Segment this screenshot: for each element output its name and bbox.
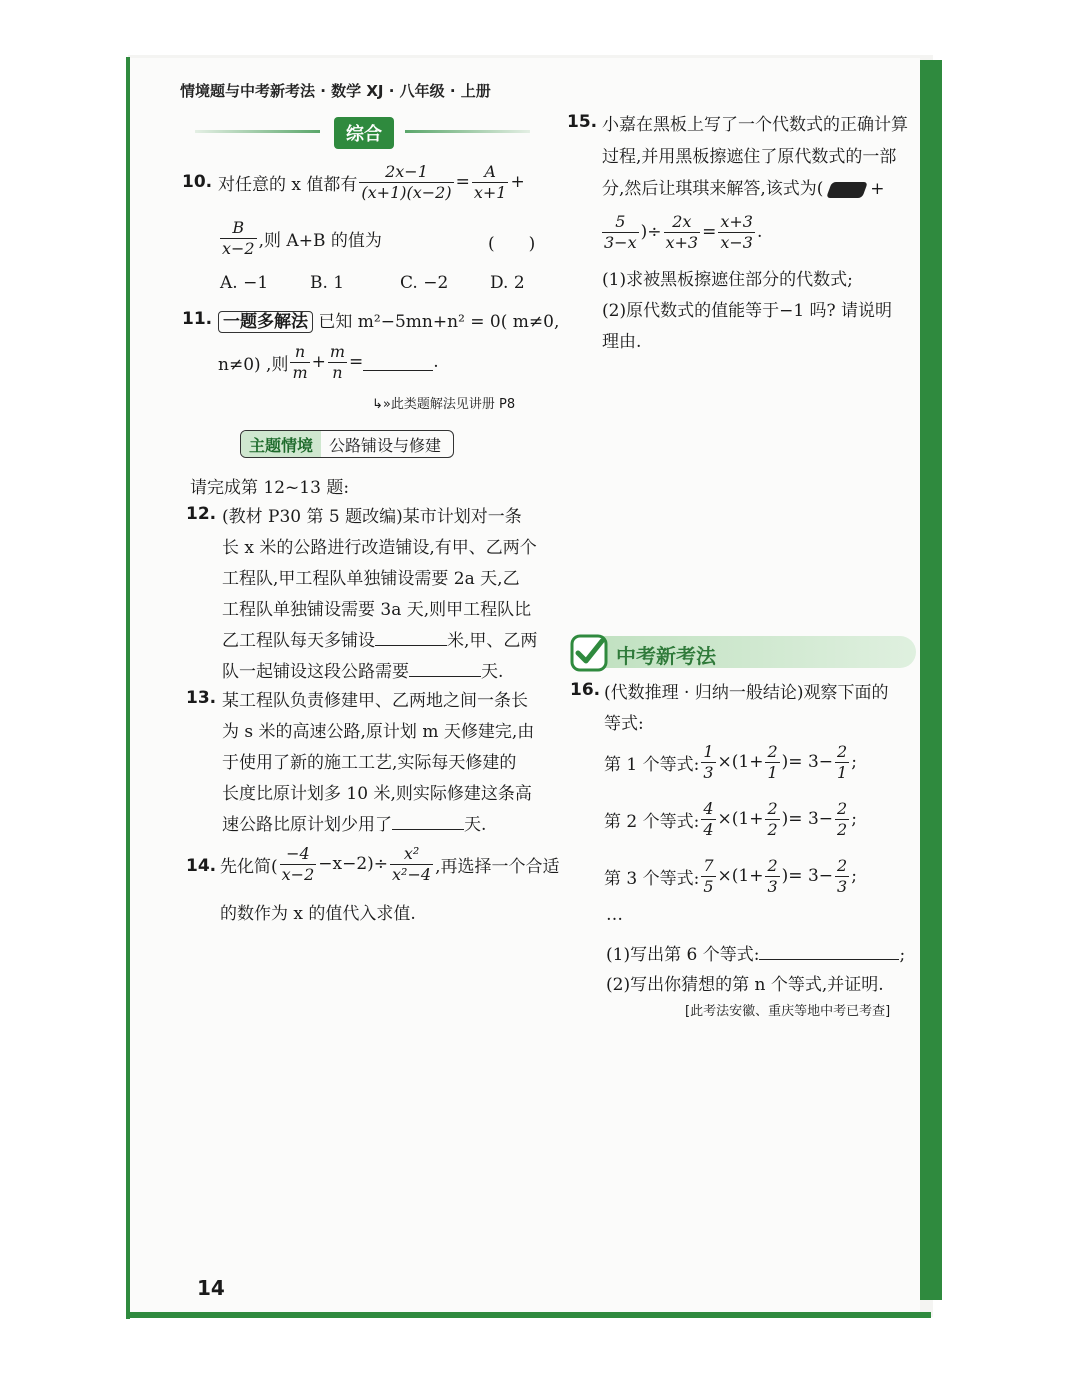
question-number: 14. [186,856,217,876]
option: B. 1 [310,273,345,293]
q15-sub2: (2)原代数式的值能等于−1 吗? 请说明 [602,301,893,321]
period: . [433,352,439,372]
fraction: $\frac{2}{1}$ [767,741,778,782]
q16-line2: 等式: [604,714,644,734]
page-header: 情境题与中考新考法 · 数学 XJ · 八年级 · 上册 [180,82,491,100]
q15-line: 小嘉在黑板上写了一个代数式的正确计算 [602,115,908,135]
q16-line1: (代数推理 · 归纳一般结论)观察下面的 [604,683,889,703]
fraction: $\frac{A}{x+1}$ [473,161,507,202]
question-number: 12. [186,504,217,524]
q12-line: 队一起铺设这段公路需要 天. [222,662,504,682]
q12-line: 乙工程队每天多铺设 米,甲、乙两 [222,631,538,651]
question-number: 15. [567,112,598,132]
q15-line: 分,然后让琪琪来解答,该式为( + [602,179,885,199]
option: C. −2 [400,273,449,293]
ellipsis: … [606,905,623,925]
fraction: $\frac{2}{3}$ [837,855,848,896]
intro-text: 请完成第 12~13 题: [190,478,350,498]
q11-text: n≠0) ,则 [218,354,289,375]
fraction: $\frac{2x}{x+3}$ [665,211,699,252]
method-tag: 一题多解法 [218,311,313,333]
topic-banner [240,430,454,458]
fraction: $\frac{7}{5}$ [703,855,714,896]
q16-equation: 第 1 个等式: $\frac{1}{3}$ ×(1+ $\frac{2}{1}$ )= 3− $\frac{2}{1}$ ; [604,741,857,782]
exam-note: [此考法安徽、重庆等地中考已考查] [685,1004,891,1019]
option: A. −1 [220,273,269,293]
section-title-comprehensive: 综合 [334,117,394,149]
fraction: $\frac{2}{2}$ [837,798,848,839]
q12-line: (教材 P30 第 5 题改编)某市计划对一条 [222,507,522,527]
section-title-new: 中考新考法 [616,644,716,668]
page-border-bottom [126,1312,931,1318]
page-border-right [920,60,942,1300]
q14-line2: 的数作为 x 的值代入求值. [220,904,416,924]
q16-sub1: (1)写出第 6 个等式: ; [606,945,906,965]
answer-blank [759,943,899,960]
fraction: $\frac{m}{n}$ [329,341,346,382]
q15-sub1: (1)求被黑板擦遮住部分的代数式; [602,270,853,290]
plus-sign: + [311,352,326,372]
page-number: 14 [197,1276,225,1300]
answer-blank [392,813,464,830]
topic-label: 主题情境 [241,431,321,457]
fraction: $\frac{5}{3-x}$ [604,211,637,252]
q10-line2 [218,214,382,262]
check-icon [569,633,609,673]
fraction: $\frac{2}{1}$ [837,741,848,782]
question-number: 13. [186,688,217,708]
q14-line1: 先化简( $\frac{-4}{x-2}$ −x−2)÷ $\frac{\text{x²}}{\text{x²−4}}$ ,再选择一个合适 [220,843,560,884]
q16-equation: 第 2 个等式: $\frac{4}{4}$ ×(1+ $\frac{2}{2}$ )= 3− $\frac{2}{2}$ ; [604,798,857,839]
q10-text: ,则 A+B 的值为 [258,230,382,251]
q13-line: 某工程队负责修建甲、乙两地之间一条长 [222,691,528,711]
q16-equation: 第 3 个等式: $\frac{7}{5}$ ×(1+ $\frac{2}{3}$ )= 3− $\frac{2}{3}$ ; [604,855,857,896]
equals-sign: = [455,172,470,192]
answer-blank [409,660,481,677]
q11-text: 已知 m²−5mn+n² = 0( m≠0, [318,312,560,332]
question-number: 11. [182,309,213,329]
q10-text: 对任意的 x 值都有 [218,174,358,195]
option: D. 2 [490,273,525,293]
q13-line: 于使用了新的施工工艺,实际每天修建的 [222,753,517,773]
fraction: $\frac{2}{3}$ [767,855,778,896]
fraction: $\frac{2x-1}{(x+1)(x-2)}$ [361,161,452,202]
answer-paren: ( ) [488,234,536,254]
q11-line1 [218,307,559,332]
section-rule-left [195,130,320,133]
q12-line: 工程队,甲工程队单独铺设需要 2a 天,乙 [222,569,520,589]
answer-blank [375,629,447,646]
q13-line: 长度比原计划多 10 米,则实际修建这条高 [222,784,532,804]
q13-line: 速公路比原计划少用了 天. [222,815,487,835]
fraction: $\frac{x+3}{x-3}$ [720,211,753,252]
q13-line: 为 s 米的高速公路,原计划 m 天修建完,由 [222,722,535,742]
blackboard-eraser-icon [826,182,868,198]
solution-reference: ↳»此类题解法见讲册 P8 [372,397,516,412]
q15-formula: $\frac{5}{3-x}$ )÷ $\frac{2x}{x+3}$ = $\frac{x+3}{x-3}$ . [604,211,763,252]
fraction: $\frac{1}{3}$ [703,741,714,782]
q15-line: 过程,并用黑板擦遮住了原代数式的一部 [602,147,897,167]
fraction: $\frac{4}{4}$ [703,798,714,839]
q15-sub2-cont: 理由. [602,332,642,352]
answer-blank [363,354,433,371]
q16-sub2: (2)写出你猜想的第 n 个等式,并证明. [606,975,884,995]
topic-title: 公路铺设与修建 [329,436,442,455]
fraction: $\frac{-4}{x-2}$ [281,843,315,884]
question-number: 10. [182,172,213,192]
q11-line2 [218,338,439,386]
fraction: $\frac{\text{x²}}{\text{x²−4}}$ [392,843,432,884]
question-number: 16. [570,680,601,700]
q12-line: 长 x 米的公路进行改造铺设,有甲、乙两个 [222,538,537,558]
fraction: $\frac{B}{x-2}$ [222,217,255,258]
fraction: $\frac{n}{m}$ [292,341,308,382]
plus-sign: + [510,172,525,192]
q12-line: 工程队单独铺设需要 3a 天,则甲工程队比 [222,600,532,620]
section-rule-right [405,130,530,133]
fraction: $\frac{2}{2}$ [767,798,778,839]
q10-line1 [218,158,525,206]
equals-sign: = [349,352,364,372]
